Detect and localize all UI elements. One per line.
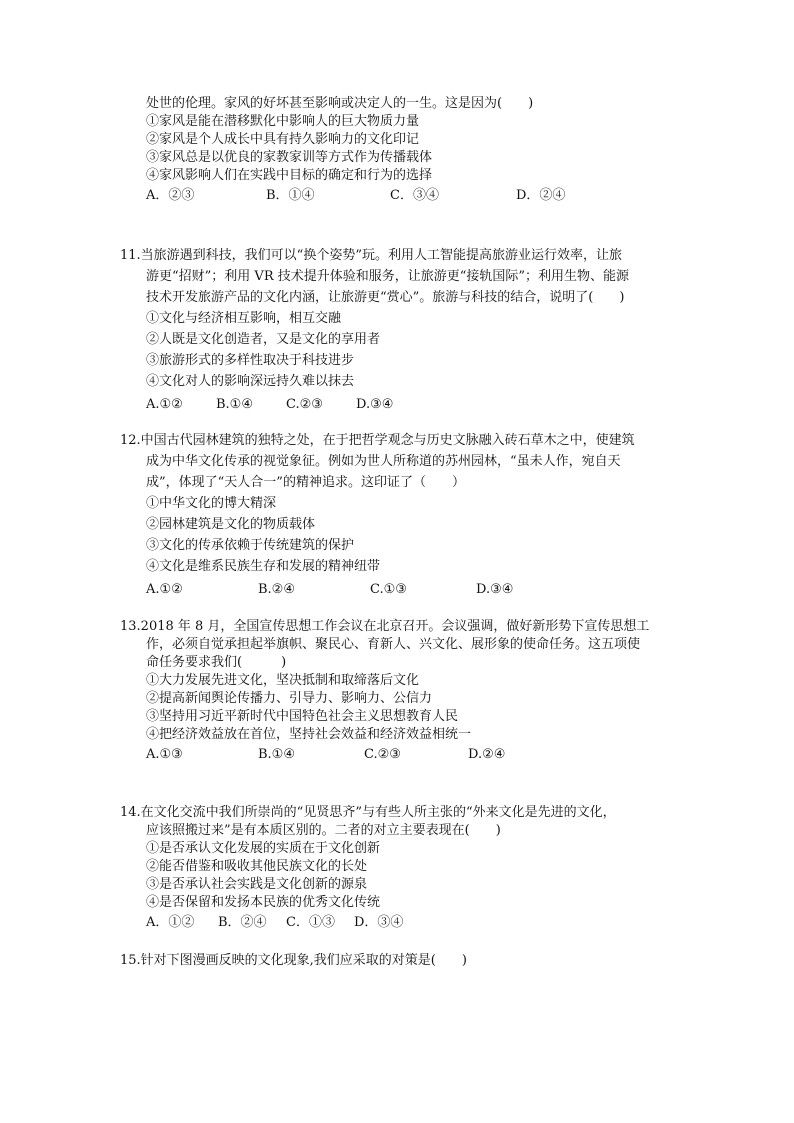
- question-stem-line: 13.2018 年 8 月，全国宣传思想工作会议在北京召开。会议强调，做好新形势下宣传思想工: [120, 619, 650, 634]
- answer-choices: [146, 187, 666, 205]
- choice-d: D.③④: [356, 397, 394, 412]
- choice-b: B．②④: [218, 915, 267, 930]
- choice-b: B.①④: [258, 747, 295, 762]
- choice-a: A.①②: [146, 397, 183, 412]
- choice-c: C.②③: [286, 397, 323, 412]
- question-stem-line: 15.针对下图漫画反映的文化现象,我们应采取的对策是( ): [120, 953, 467, 968]
- option-2: ②园林建筑是文化的物质载体: [146, 517, 316, 532]
- question-stem-line: 命任务要求我们( ): [146, 655, 287, 670]
- choice-c: C．①③: [286, 915, 335, 930]
- choice-c: C．③④: [390, 188, 439, 203]
- question-10: [146, 95, 666, 205]
- choice-a: A.①②: [146, 582, 183, 597]
- option-3: ③坚持用习近平新时代中国特色社会主义思想教育人民: [146, 709, 459, 724]
- choice-d: D.②④: [468, 747, 506, 762]
- question-12: [120, 430, 666, 600]
- option-2: ②能否借鉴和吸收其他民族文化的长处: [146, 859, 368, 874]
- option-3: ③文化的传承依赖于传统建筑的保护: [146, 538, 355, 553]
- option-3: ③旅游形式的多样性取决于科技进步: [146, 353, 355, 368]
- answer-choices: [146, 746, 666, 764]
- question-stem-line: 14.在文化交流中我们所崇尚的“见贤思齐”与有些人所主张的“外来文化是先进的文化，: [120, 805, 616, 820]
- choice-d: D．②④: [516, 188, 566, 203]
- question-13: [120, 618, 666, 764]
- option-3: ③家风总是以优良的家教家训等方式作为传播载体: [146, 150, 433, 165]
- option-1: ①文化与经济相互影响，相互交融: [146, 311, 342, 326]
- choice-d: D.③④: [476, 582, 514, 597]
- question-11: [120, 245, 666, 415]
- question-15: [120, 952, 666, 970]
- question-stem-line: 应该照搬过来”是有本质区别的。二者的对立主要表现在( ): [146, 823, 501, 838]
- question-stem-line: 作，必须自觉承担起举旗帜、聚民心、育新人、兴文化、展形象的使命任务。这五项使: [146, 637, 641, 652]
- choice-b: B.①④: [216, 397, 253, 412]
- question-stem-line: 技术开发旅游产品的文化内涵，让旅游更“赏心”。旅游与科技的结合，说明了( ): [146, 290, 625, 305]
- choice-c: C.②③: [364, 747, 401, 762]
- option-1: ①大力发展先进文化，坚决抵制和取缔落后文化: [146, 673, 420, 688]
- option-2: ②提高新闻舆论传播力、引导力、影响力、公信力: [146, 691, 433, 706]
- question-stem-line: 12.中国古代园林建筑的独特之处，在于把哲学观念与历史文脉融入砖石草木之中，使建筑: [120, 433, 635, 448]
- choice-b: B．①④: [266, 188, 315, 203]
- choice-a: A.①③: [146, 747, 183, 762]
- option-1: ①是否承认文化发展的实质在于文化创新: [146, 841, 381, 856]
- option-1: ①家风是能在潜移默化中影响人的巨大物质力量: [146, 114, 420, 129]
- question-14: [120, 804, 666, 932]
- choice-b: B.②④: [258, 582, 295, 597]
- option-4: ④文化对人的影响深远持久难以抹去: [146, 374, 355, 389]
- answer-choices: [146, 914, 666, 932]
- option-4: ④是否保留和发扬本民族的优秀文化传统: [146, 895, 381, 910]
- question-stem-line: 游更“招财”；利用 VR 技术提升体验和服务，让旅游更“接轨国际”；利用生物、能源: [146, 269, 630, 284]
- option-2: ②家风是个人成长中具有持久影响力的文化印记: [146, 132, 420, 147]
- question-stem-line: 11.当旅游遇到科技，我们可以“换个姿势”玩。利用人工智能提高旅游业运行效率，让旅: [120, 248, 622, 263]
- option-4: ④把经济效益放在首位，坚持社会效益和经济效益相统一: [146, 727, 472, 742]
- answer-choices: [146, 394, 666, 415]
- question-stem-line: 处世的伦理。家风的好坏甚至影响或决定人的一生。这是因为( ): [146, 96, 534, 111]
- choice-a: A．①②: [146, 915, 195, 930]
- question-stem-line: 成”，体现了“天人合一”的精神追求。这印证了（ ）: [146, 475, 465, 490]
- option-4: ④文化是维系民族生存和发展的精神纽带: [146, 559, 381, 574]
- option-3: ③是否承认社会实践是文化创新的源泉: [146, 877, 368, 892]
- choice-a: A．②③: [146, 188, 195, 203]
- question-stem-line: 成为中华文化传承的视觉象征。例如为世人所称道的苏州园林，“虽未人作，宛自天: [146, 454, 621, 469]
- option-1: ①中华文化的博大精深: [146, 496, 277, 511]
- choice-d: D．③④: [354, 915, 404, 930]
- answer-choices: [146, 579, 666, 600]
- choice-c: C.①③: [370, 582, 407, 597]
- option-4: ④家风影响人们在实践中目标的确定和行为的选择: [146, 168, 433, 183]
- option-2: ②人既是文化创造者，又是文化的享用者: [146, 332, 381, 347]
